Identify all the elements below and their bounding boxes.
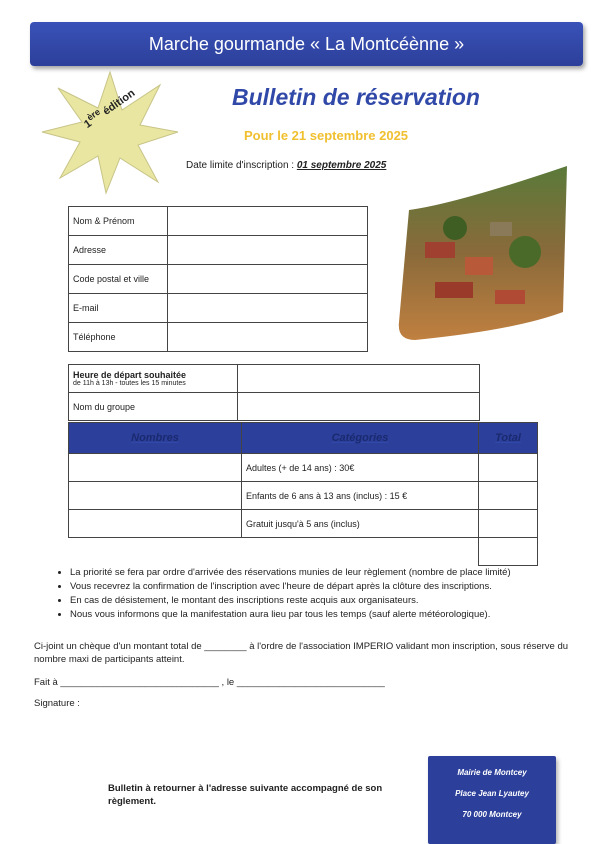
address-line: Mairie de Montcey xyxy=(457,768,527,777)
table-row xyxy=(69,510,538,538)
total-field-free[interactable] xyxy=(479,510,538,538)
field-label-postal: Code postal et ville xyxy=(69,265,168,294)
table-row xyxy=(69,265,368,294)
signature-label: Signature : xyxy=(34,698,80,709)
list-item: • Vous recevrez la confirmation de l'inscription avec l'heure de départ après la clôture des inscriptions. xyxy=(70,580,590,594)
category-adults: Adultes (+ de 14 ans) : 30€ xyxy=(242,454,479,482)
group-label: Nom du groupe xyxy=(69,393,238,421)
table-row xyxy=(69,294,368,323)
count-field-children[interactable] xyxy=(69,482,242,510)
page-title: Bulletin de réservation xyxy=(232,84,480,110)
table-row xyxy=(69,236,368,265)
table-row xyxy=(69,538,538,566)
return-address-box xyxy=(428,756,556,844)
conditions-list xyxy=(56,566,590,622)
event-date: Pour le 21 septembre 2025 xyxy=(244,128,409,143)
header-total: Total xyxy=(479,423,538,454)
address-line: Place Jean Lyautey xyxy=(455,789,529,798)
category-children: Enfants de 6 ans à 13 ans (inclus) : 15 € xyxy=(242,482,479,510)
edition-label: 1ère édition xyxy=(82,87,138,131)
email-field[interactable] xyxy=(168,294,368,323)
count-field-free[interactable] xyxy=(69,510,242,538)
table-row xyxy=(69,482,538,510)
total-field-adults[interactable] xyxy=(479,454,538,482)
departure-label: Heure de départ souhaitée de 11h à 13h - toutes les 15 minutes xyxy=(69,365,238,393)
group-field[interactable] xyxy=(238,393,480,421)
departure-table xyxy=(68,364,480,421)
place-date-line[interactable]: Fait à ______________________________ , le ____________________________ xyxy=(34,677,385,688)
header-banner: Marche gourmande « La Montcéènne » xyxy=(30,22,583,66)
table-row xyxy=(69,454,538,482)
pricing-table xyxy=(68,422,538,566)
table-row xyxy=(69,365,480,393)
total-field-children[interactable] xyxy=(479,482,538,510)
phone-field[interactable] xyxy=(168,323,368,352)
table-row xyxy=(69,393,480,421)
count-field-adults[interactable] xyxy=(69,454,242,482)
contact-table xyxy=(68,206,368,352)
field-label-address: Adresse xyxy=(69,236,168,265)
grand-total-field[interactable] xyxy=(479,538,538,566)
village-photo xyxy=(395,162,567,340)
field-label-name: Nom & Prénom xyxy=(69,207,168,236)
address-line: 70 000 Montcey xyxy=(462,810,522,819)
table-row xyxy=(69,323,368,352)
registration-deadline: Date limite d'inscription : 01 septembre 2025 xyxy=(186,160,387,171)
table-row xyxy=(69,207,368,236)
list-item: • Nous vous informons que la manifestation aura lieu par tous les temps (sauf alerte météorologique). xyxy=(70,608,590,622)
address-field[interactable] xyxy=(168,236,368,265)
name-field[interactable] xyxy=(168,207,368,236)
header-categories: Catégories xyxy=(242,423,479,454)
postal-field[interactable] xyxy=(168,265,368,294)
field-label-email: E-mail xyxy=(69,294,168,323)
list-item: • En cas de désistement, le montant des inscriptions reste acquis aux organisateurs. xyxy=(70,594,590,608)
list-item: • La priorité se fera par ordre d'arrivée des réservations munies de leur règlement (nombre de place limité) xyxy=(70,566,590,580)
departure-field[interactable] xyxy=(238,365,480,393)
header-nombres: Nombres xyxy=(69,423,242,454)
starburst-badge-icon xyxy=(40,70,180,195)
cheque-statement: Ci-joint un chèque d'un montant total de ________ à l'ordre de l'association IMPERIO validant mon inscription, sous réserve du nombre maxi de participants atteint. xyxy=(34,641,569,665)
pricing-header xyxy=(69,423,538,454)
category-free: Gratuit jusqu'à 5 ans (inclus) xyxy=(242,510,479,538)
field-label-phone: Téléphone xyxy=(69,323,168,352)
return-instructions: Bulletin à retourner à l'adresse suivante accompagné de son règlement. xyxy=(108,783,383,807)
